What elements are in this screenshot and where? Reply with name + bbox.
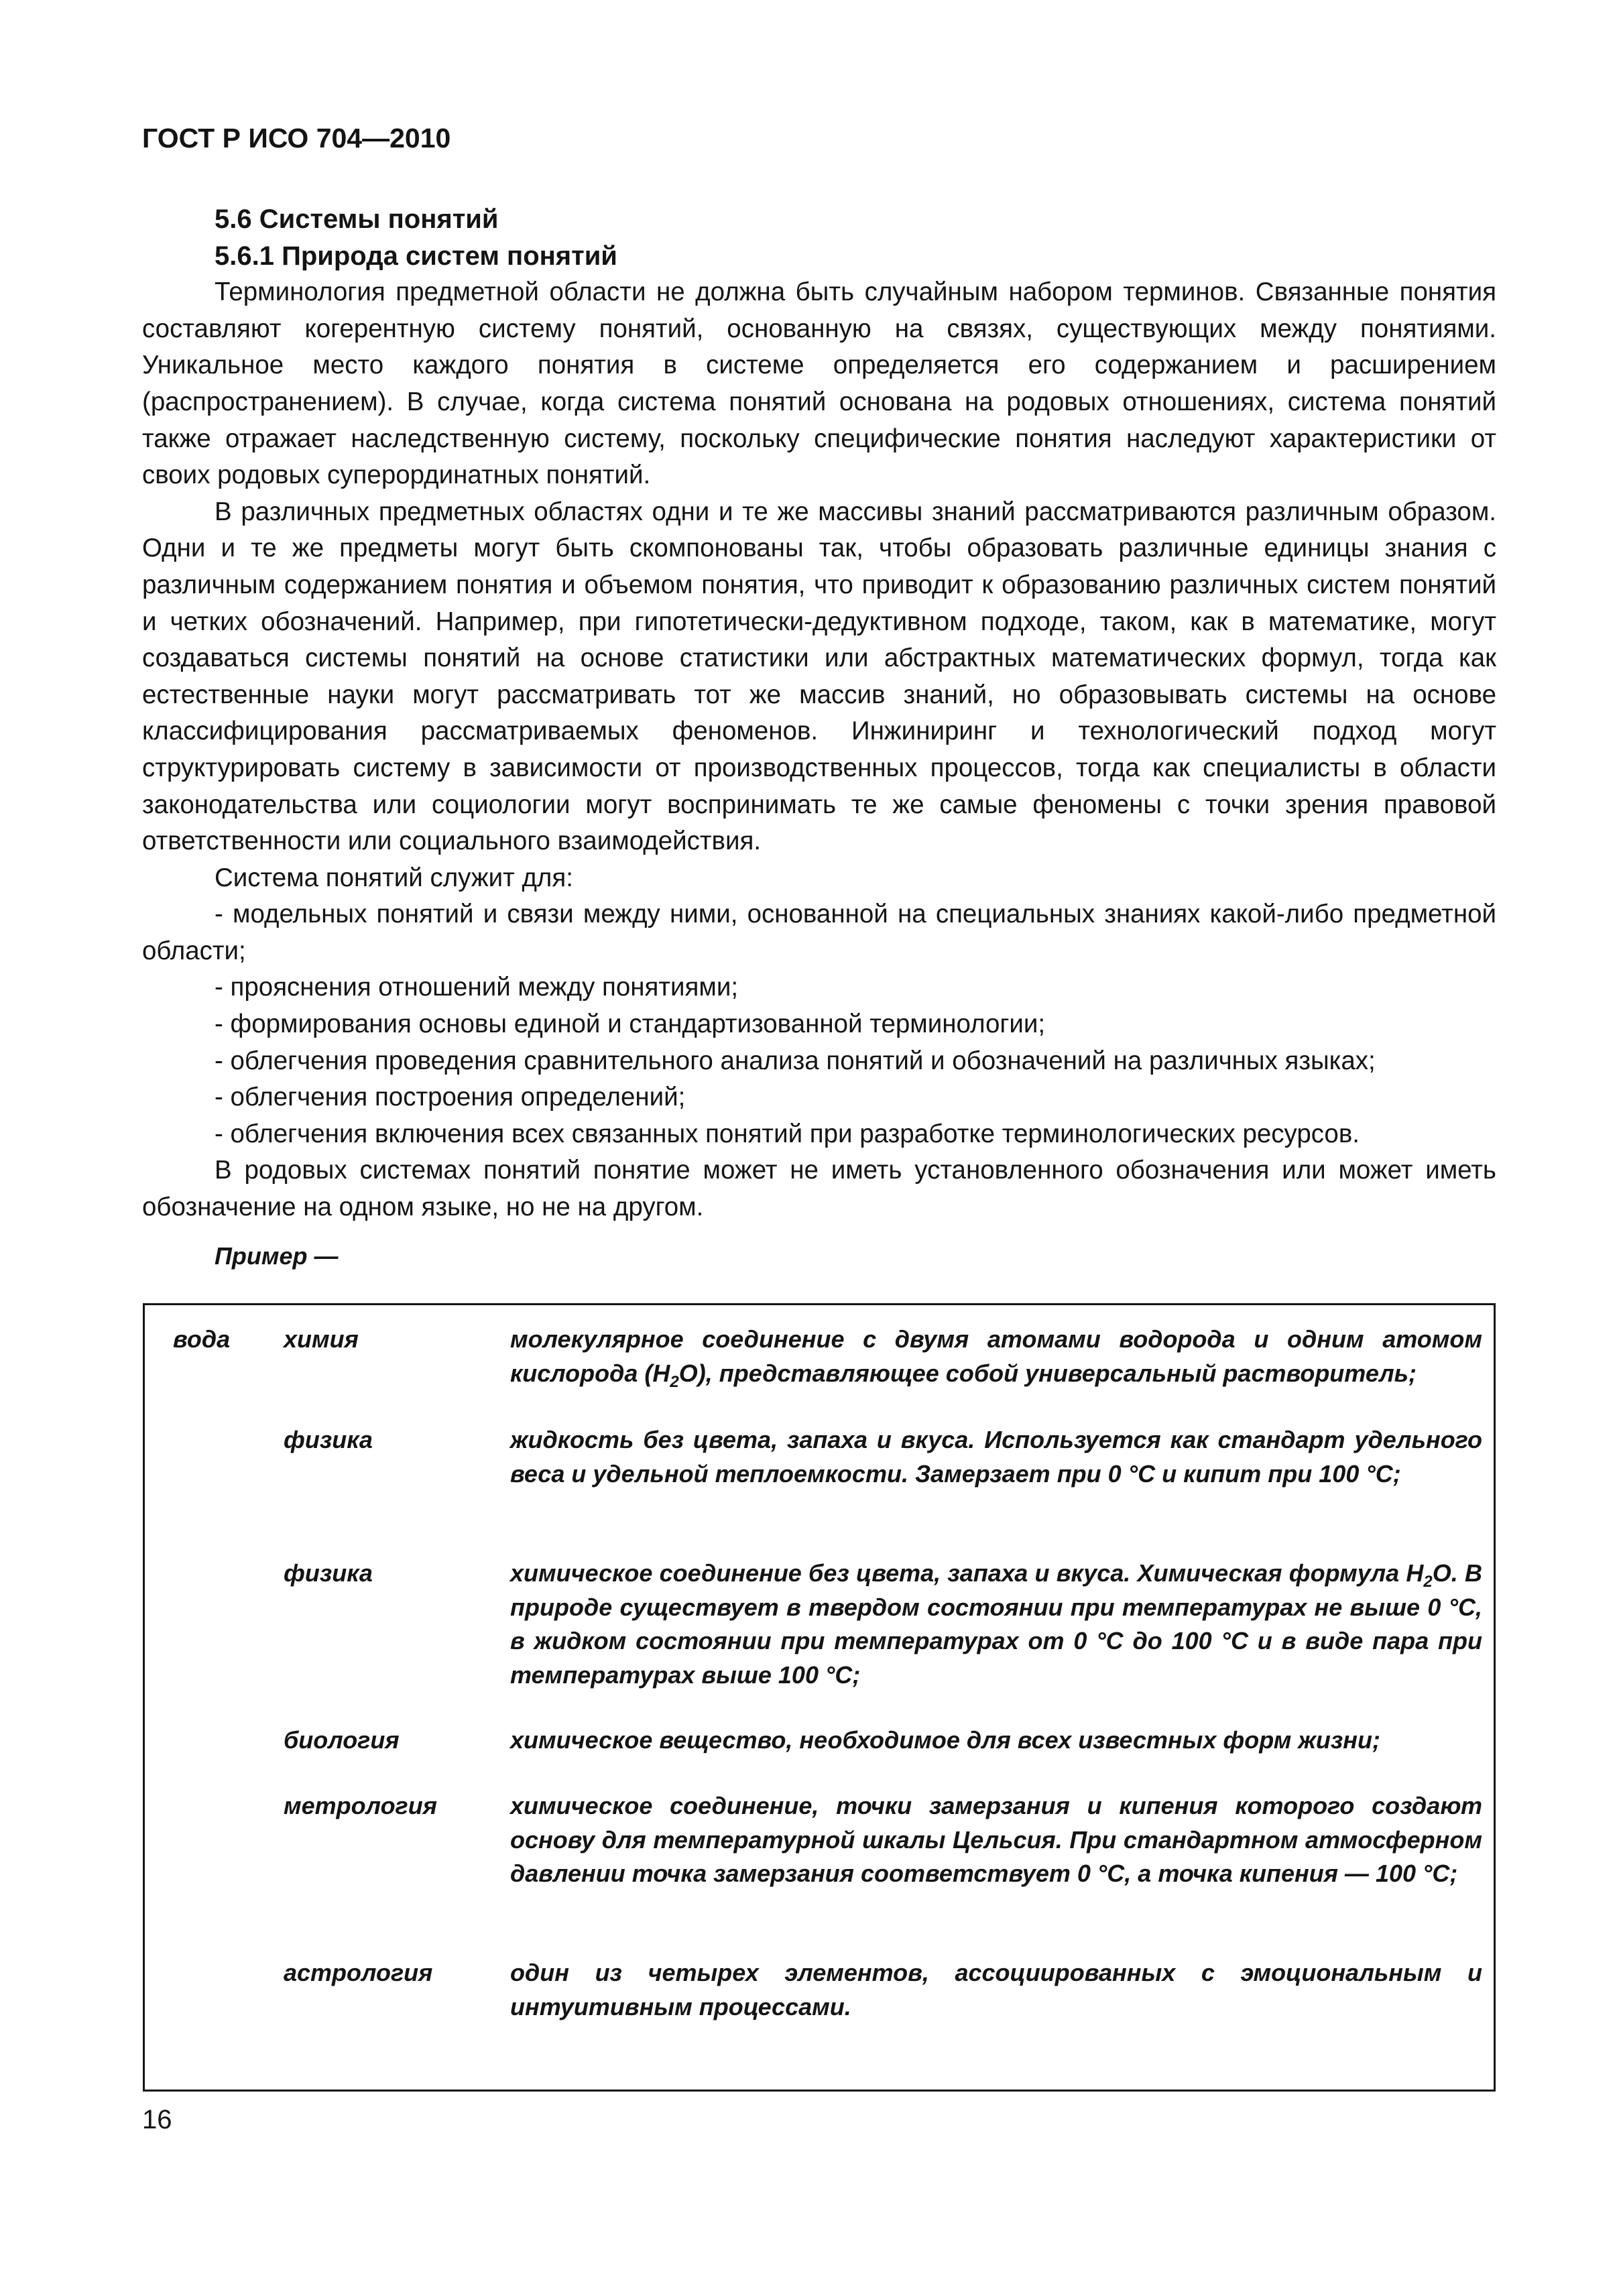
example-definition: химическое соединение без цвета, запаха и вкуса. Химическая формула $H_2O$. В природе существует в твердом состоянии при температурах не выше 0 °С, в жидком состоянии при температурах от 0 °С до 100 °С и в виде пара при температурах выше 100 °С; (510, 1559, 1482, 1689)
page-number: 16 (142, 2105, 172, 2134)
list-item: - формирования основы единой и стандартизованной терминологии; (215, 1010, 1046, 1039)
paragraph: В родовых системах понятий понятие может не иметь установленного обозначения или может иметь обозначение на одном языке, но не на другом. (142, 1156, 1496, 1222)
example-field: биология (284, 1726, 400, 1754)
example-box (143, 1303, 1496, 2092)
paragraph: Система понятий служит для: (215, 863, 573, 892)
document-header: ГОСТ Р ИСО 704—2010 (142, 123, 451, 154)
example-field: астрология (284, 1959, 433, 1986)
list-item: - модельных понятий и связи между ними, основанной на специальных знаниях какой-либо предметной области; (142, 900, 1496, 965)
example-definition: жидкость без цвета, запаха и вкуса. Используется как стандарт удельного веса и удельной теплоемкости. Замерзает при 0 °С и кипит при 100 °С; (510, 1426, 1482, 1488)
example-field: физика (284, 1559, 373, 1587)
section-heading: 5.6 Системы понятий (215, 204, 499, 234)
example-field: метрология (284, 1792, 437, 1819)
paragraph: Терминология предметной области не должна быть случайным набором терминов. Связанные понятия составляют когерентную систему понятий, основанную на связях, существующих между понятиями. Уникальное место каждого понятия в системе определяется его содержанием и расширением (распространением). В случае, когда система понятий основана на родовых отношениях, система понятий также отражает наследственную систему, поскольку специфические понятия наследуют характеристики от своих родовых суперординатных понятий. (142, 278, 1496, 490)
section-content (142, 201, 1496, 1226)
list-item: - прояснения отношений между понятиями; (215, 973, 739, 1002)
example-label: Пример — (215, 1242, 339, 1270)
example-field: химия (284, 1325, 359, 1353)
list-item: - облегчения построения определений; (215, 1083, 686, 1112)
list-item: - облегчения включения всех связанных понятий при разработке терминологических ресурсов. (215, 1119, 1360, 1148)
example-field: физика (284, 1426, 373, 1453)
subsection-heading: 5.6.1 Природа систем понятий (215, 241, 617, 271)
paragraph: В различных предметных областях одни и те же массивы знаний рассматриваются различным образом. Одни и те же предметы могут быть скомпонованы так, чтобы образовать различные единицы знания с различным содержанием понятия и объемом понятия, что приводит к образованию различных систем понятий и четких обозначений. Например, при гипотетически-дедуктивном подходе, таком, как в математике, могут создаваться системы понятий на основе статистики или абстрактных математических формул, тогда как естественные науки могут рассматривать тот же массив знаний, но образовывать системы на основе классифицирования рассматриваемых феноменов. Инжиниринг и технологический подход могут структурировать систему в зависимости от производственных процессов, тогда как специалисты в области законодательства или социологии могут воспринимать те же самые феномены с точки зрения правовой ответственности или социального взаимодействия. (142, 497, 1496, 856)
example-definition: химическое вещество, необходимое для всех известных форм жизни; (510, 1726, 1381, 1754)
example-definition: химическое соединение, точки замерзания и кипения которого создают основу для температурной шкалы Цельсия. При стандартном атмосферном давлении точка замерзания соответствует 0 °С, а точка кипения — 100 °С; (510, 1792, 1482, 1887)
example-definition: молекулярное соединение с двумя атомами водорода и одним атомом кислорода $(H_2O)$, представляющее собой универсальный растворитель; (510, 1325, 1482, 1391)
example-definition: один из четырех элементов, ассоциированных с эмоциональным и интуитивным процессами. (510, 1959, 1482, 2020)
list-item: - облегчения проведения сравнительного анализа понятий и обозначений на различных языках; (215, 1046, 1376, 1075)
example-term: вода (173, 1325, 231, 1353)
